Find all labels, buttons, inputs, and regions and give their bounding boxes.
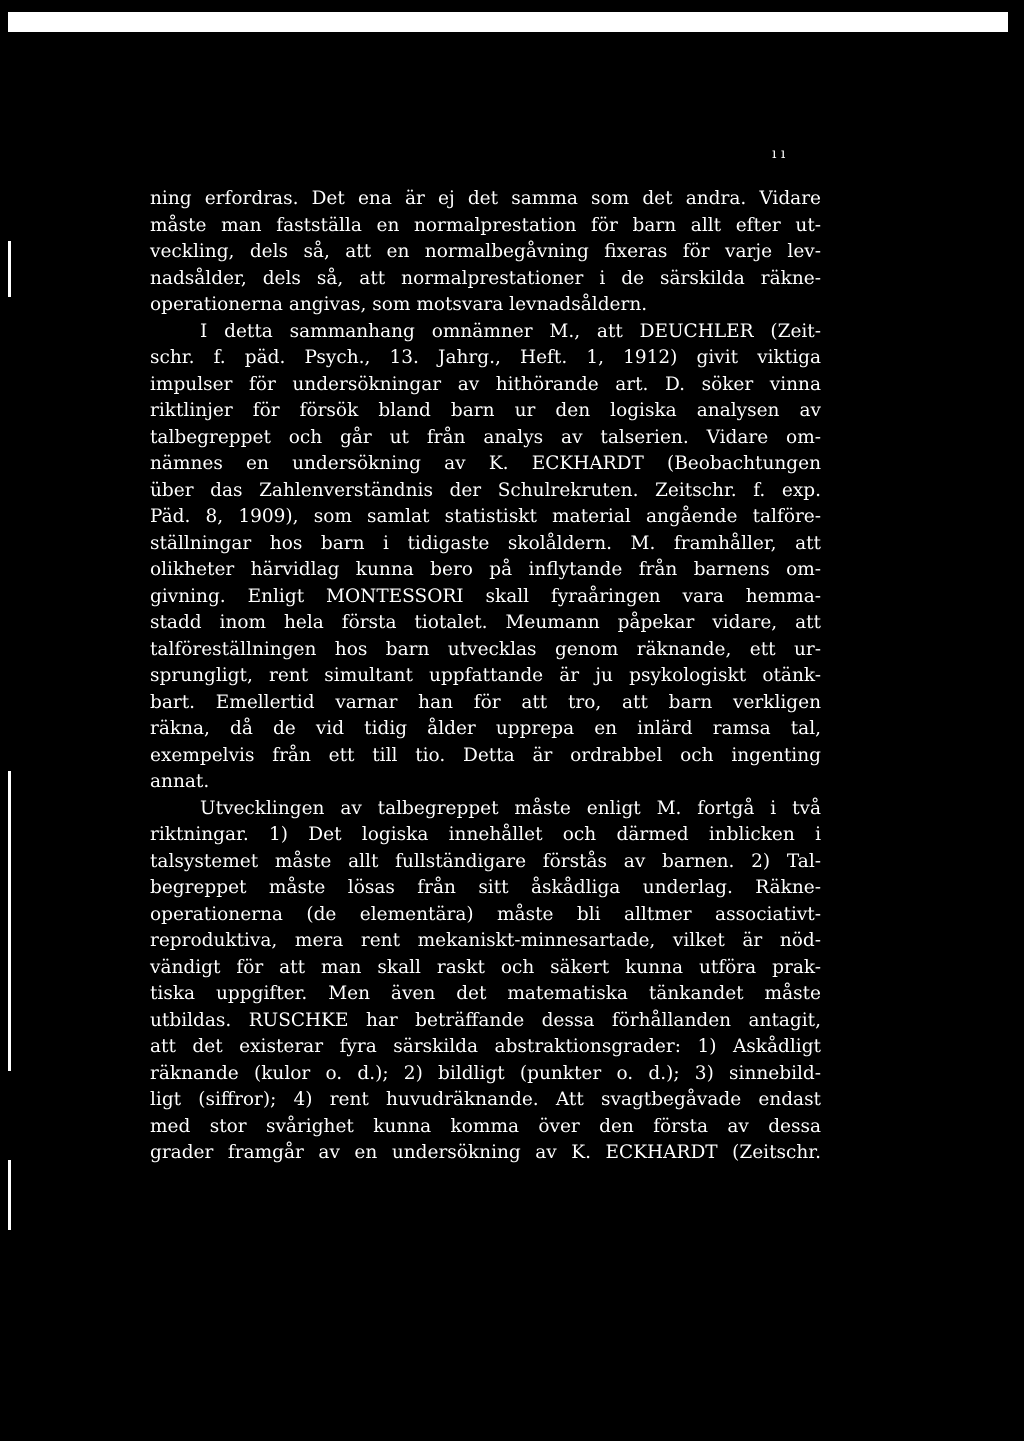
text-line: über das Zahlenverständnis der Schulrekruten. Zeitschr. f. exp. — [150, 479, 821, 501]
text-line: räkna, då de vid tidig ålder upprepa en inlärd ramsa tal, — [150, 718, 821, 739]
text-line: exempelvis från ett till tio. Detta är ordrabbel och ingenting — [150, 744, 821, 766]
text-line: ställningar hos barn i tidigaste skolåldern. M. framhåller, att — [150, 532, 821, 554]
paragraph — [150, 186, 821, 319]
text-line: ligt (siffror); 4) rent huvudräknande. Att svagtbegåvade endast — [150, 1089, 821, 1110]
text-line: givning. Enligt MONTESSORI skall fyraåringen vara hemma- — [150, 585, 821, 607]
text-line: Päd. 8, 1909), som samlat statistiskt material angående talföre- — [150, 506, 821, 527]
text-line: räknande (kulor o. d.); 2) bildligt (punkter o. d.); 3) sinnebild- — [150, 1062, 821, 1084]
text-line: talsystemet måste allt fullständigare förstås av barnen. 2) Tal- — [150, 850, 821, 872]
text-line: reproduktiva, mera rent mekaniskt-minnesartade, vilket är nöd- — [150, 930, 821, 951]
text-line: talbegreppet och går ut från analys av talserien. Vidare om- — [150, 426, 821, 448]
text-line: sprungligt, rent simultant uppfattande är ju psykologiskt otänk- — [150, 665, 821, 686]
text-line: måste man fastställa en normalprestation för barn allt efter ut- — [150, 214, 821, 236]
text-line: I detta sammanhang omnämner M., att DEUCHLER (Zeit- — [200, 320, 821, 342]
scan-margin-mark — [8, 241, 11, 297]
text-line: nadsålder, dels så, att normalprestationer i de särskilda räkne- — [150, 267, 821, 289]
text-line: annat. — [150, 771, 210, 792]
text-line: tiska uppgifter. Men även det matematiska tänkandet måste — [150, 983, 821, 1004]
text-line: impulser för undersökningar av hithörande art. D. söker vinna — [150, 373, 821, 395]
text-line: utbildas. RUSCHKE har beträffande dessa förhållanden antagit, — [150, 1009, 821, 1031]
text-line: nämnes en undersökning av K. ECKHARDT (Beobachtungen — [150, 453, 821, 474]
scan-margin-mark — [8, 1160, 11, 1230]
text-line: ning erfordras. Det ena är ej det samma som det andra. Vidare — [150, 188, 821, 209]
text-line: riktlinjer för försök bland barn ur den logiska analysen av — [150, 400, 821, 421]
text-line: att det existerar fyra särskilda abstraktionsgrader: 1) Askådligt — [150, 1036, 821, 1057]
text-line: vändigt för att man skall raskt och säkert kunna utföra prak- — [150, 956, 821, 978]
text-line: riktningar. 1) Det logiska innehållet och därmed inblicken i — [150, 824, 821, 845]
text-line: Utvecklingen av talbegreppet måste enligt M. fortgå i två — [200, 797, 821, 819]
text-line: grader framgår av en undersökning av K. ECKHARDT (Zeitschr. — [150, 1142, 821, 1163]
paragraph — [150, 319, 821, 796]
text-line: operationerna angivas, som motsvara levnadsåldern. — [150, 294, 648, 315]
scan-margin-mark — [8, 771, 11, 1071]
paragraph — [150, 796, 821, 1167]
text-line: med stor svårighet kunna komma över den första av dessa — [150, 1115, 821, 1137]
text-line: veckling, dels så, att en normalbegåvning fixeras för varje lev- — [150, 241, 821, 262]
page-number: ı ı — [772, 146, 786, 162]
text-line: bart. Emellertid varnar han för att tro, att barn verkligen — [150, 691, 821, 713]
text-line: schr. f. päd. Psych., 13. Jahrg., Heft. 1, 1912) givit viktiga — [150, 347, 821, 368]
text-line: olikheter härvidlag kunna bero på inflytande från barnens om- — [150, 559, 821, 580]
text-line: talföreställningen hos barn utvecklas genom räknande, ett ur- — [150, 638, 821, 660]
body-text — [150, 186, 821, 1167]
text-line: begreppet måste lösas från sitt åskådliga underlag. Räkne- — [150, 877, 821, 898]
text-line: operationerna (de elementära) måste bli alltmer associativt- — [150, 903, 821, 925]
text-line: stadd inom hela första tiotalet. Meumann påpekar vidare, att — [150, 612, 821, 633]
